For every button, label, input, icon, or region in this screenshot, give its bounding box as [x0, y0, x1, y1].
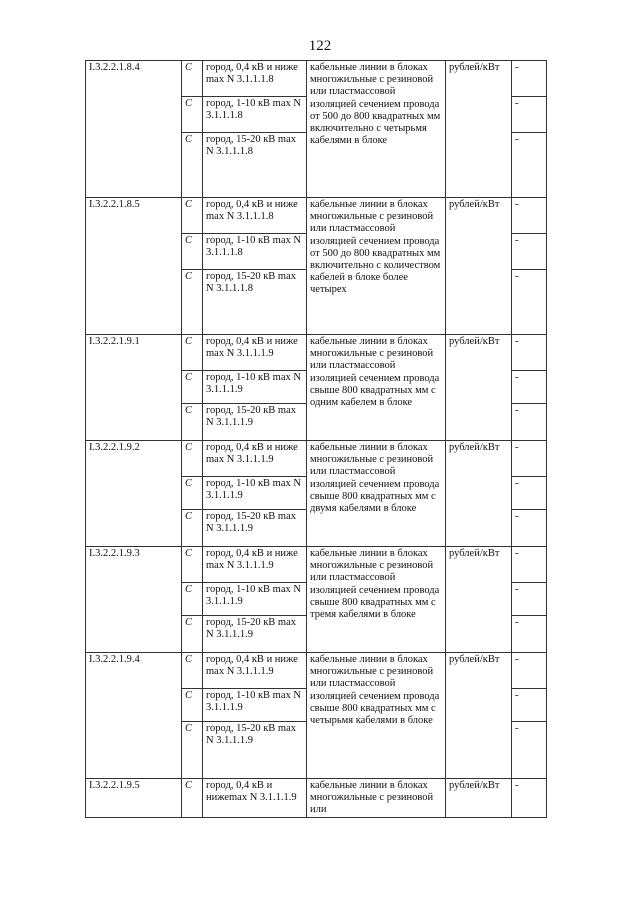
category-letter: C: [182, 270, 203, 335]
tariff-value: -: [512, 616, 547, 653]
unit-of-measure: рублей/кВт: [446, 335, 512, 441]
category-letter: C: [182, 133, 203, 198]
line-description: кабельные линии в блоках многожильные с резиновой или пластмассовой изоляцией сечением провода свыше 800 квадратных мм с двумя кабелями в блоке: [307, 441, 446, 547]
unit-of-measure: рублей/кВт: [446, 547, 512, 653]
table-row: [86, 441, 547, 477]
category-letter: C: [182, 653, 203, 689]
category-letter: C: [182, 97, 203, 133]
voltage-level: город, 0,4 кВ и ниже max N 3.1.1.1.9: [203, 547, 307, 583]
tariff-value: -: [512, 477, 547, 510]
category-letter: C: [182, 547, 203, 583]
tariff-value: -: [512, 722, 547, 779]
tariff-value: -: [512, 510, 547, 547]
voltage-level: город, 0,4 кВ и ниже max N 3.1.1.1.8: [203, 198, 307, 234]
tariff-table-body: [86, 61, 547, 818]
category-letter: C: [182, 510, 203, 547]
voltage-level: город, 0,4 кВ и ниже max N 3.1.1.1.9: [203, 335, 307, 371]
voltage-level: город, 0,4 кВ и ниже max N 3.1.1.1.8: [203, 61, 307, 97]
tariff-value: -: [512, 270, 547, 335]
category-letter: C: [182, 689, 203, 722]
tariff-value: -: [512, 441, 547, 477]
voltage-level: город, 1-10 кВ max N 3.1.1.1.8: [203, 97, 307, 133]
tariff-code: I.3.2.2.1.9.1: [86, 335, 182, 441]
category-letter: C: [182, 441, 203, 477]
unit-of-measure: рублей/кВт: [446, 441, 512, 547]
voltage-level: город, 15-20 кВ max N 3.1.1.1.9: [203, 510, 307, 547]
category-letter: C: [182, 722, 203, 779]
voltage-level: город, 15-20 кВ max N 3.1.1.1.8: [203, 133, 307, 198]
tariff-value: -: [512, 335, 547, 371]
tariff-value: -: [512, 97, 547, 133]
voltage-level: город, 15-20 кВ max N 3.1.1.1.9: [203, 722, 307, 779]
category-letter: C: [182, 404, 203, 441]
category-letter: C: [182, 477, 203, 510]
line-description: кабельные линии в блоках многожильные с резиновой или пластмассовой изоляцией сечением провода свыше 800 квадратных мм с четырьмя кабелями в блоке: [307, 653, 446, 779]
tariff-code: I.3.2.2.1.8.5: [86, 198, 182, 335]
voltage-level: город, 1-10 кВ max N 3.1.1.1.9: [203, 583, 307, 616]
tariff-value: -: [512, 234, 547, 270]
table-row: [86, 335, 547, 371]
table-row: [86, 779, 547, 818]
tariff-code: I.3.2.2.1.8.4: [86, 61, 182, 198]
tariff-table: [85, 60, 547, 818]
tariff-code: I.3.2.2.1.9.4: [86, 653, 182, 779]
unit-of-measure: рублей/кВт: [446, 198, 512, 335]
category-letter: C: [182, 371, 203, 404]
line-description: кабельные линии в блоках многожильные с резиновой или: [307, 779, 446, 818]
voltage-level: город, 15-20 кВ max N 3.1.1.1.8: [203, 270, 307, 335]
tariff-value: -: [512, 779, 547, 818]
voltage-level: город, 0,4 кВ и ниже max N 3.1.1.1.9: [203, 653, 307, 689]
page-number: 122: [308, 38, 332, 54]
voltage-level: город, 0,4 кВ и нижеmax N 3.1.1.1.9: [203, 779, 307, 818]
category-letter: C: [182, 779, 203, 818]
tariff-value: -: [512, 61, 547, 97]
unit-of-measure: рублей/кВт: [446, 653, 512, 779]
voltage-level: город, 15-20 кВ max N 3.1.1.1.9: [203, 404, 307, 441]
tariff-code: I.3.2.2.1.9.2: [86, 441, 182, 547]
unit-of-measure: рублей/кВт: [446, 779, 512, 818]
table-row: [86, 547, 547, 583]
tariff-value: -: [512, 371, 547, 404]
category-letter: C: [182, 234, 203, 270]
tariff-code: I.3.2.2.1.9.5: [86, 779, 182, 818]
category-letter: C: [182, 583, 203, 616]
category-letter: C: [182, 335, 203, 371]
unit-of-measure: рублей/кВт: [446, 61, 512, 198]
tariff-value: -: [512, 689, 547, 722]
category-letter: C: [182, 61, 203, 97]
voltage-level: город, 1-10 кВ max N 3.1.1.1.9: [203, 689, 307, 722]
table-row: [86, 61, 547, 97]
voltage-level: город, 1-10 кВ max N 3.1.1.1.9: [203, 371, 307, 404]
category-letter: C: [182, 616, 203, 653]
tariff-value: -: [512, 404, 547, 441]
tariff-value: -: [512, 133, 547, 198]
tariff-value: -: [512, 547, 547, 583]
tariff-value: -: [512, 653, 547, 689]
tariff-value: -: [512, 198, 547, 234]
tariff-value: -: [512, 583, 547, 616]
voltage-level: город, 0,4 кВ и ниже max N 3.1.1.1.9: [203, 441, 307, 477]
tariff-code: I.3.2.2.1.9.3: [86, 547, 182, 653]
voltage-level: город, 1-10 кВ max N 3.1.1.1.8: [203, 234, 307, 270]
category-letter: C: [182, 198, 203, 234]
line-description: кабельные линии в блоках многожильные с резиновой или пластмассовой изоляцией сечением провода от 500 до 800 квадратных мм включительно с четырьмя кабелями в блоке: [307, 61, 446, 198]
table-row: [86, 198, 547, 234]
table-row: [86, 653, 547, 689]
line-description: кабельные линии в блоках многожильные с резиновой или пластмассовой изоляцией сечением провода свыше 800 квадратных мм с тремя кабелями в блоке: [307, 547, 446, 653]
line-description: кабельные линии в блоках многожильные с резиновой или пластмассовой изоляцией сечением провода от 500 до 800 квадратных мм включительно с количеством кабелей в блоке более четырех: [307, 198, 446, 335]
line-description: кабельные линии в блоках многожильные с резиновой или пластмассовой изоляцией сечением провода свыше 800 квадратных мм с одним кабелем в блоке: [307, 335, 446, 441]
voltage-level: город, 1-10 кВ max N 3.1.1.1.9: [203, 477, 307, 510]
voltage-level: город, 15-20 кВ max N 3.1.1.1.9: [203, 616, 307, 653]
